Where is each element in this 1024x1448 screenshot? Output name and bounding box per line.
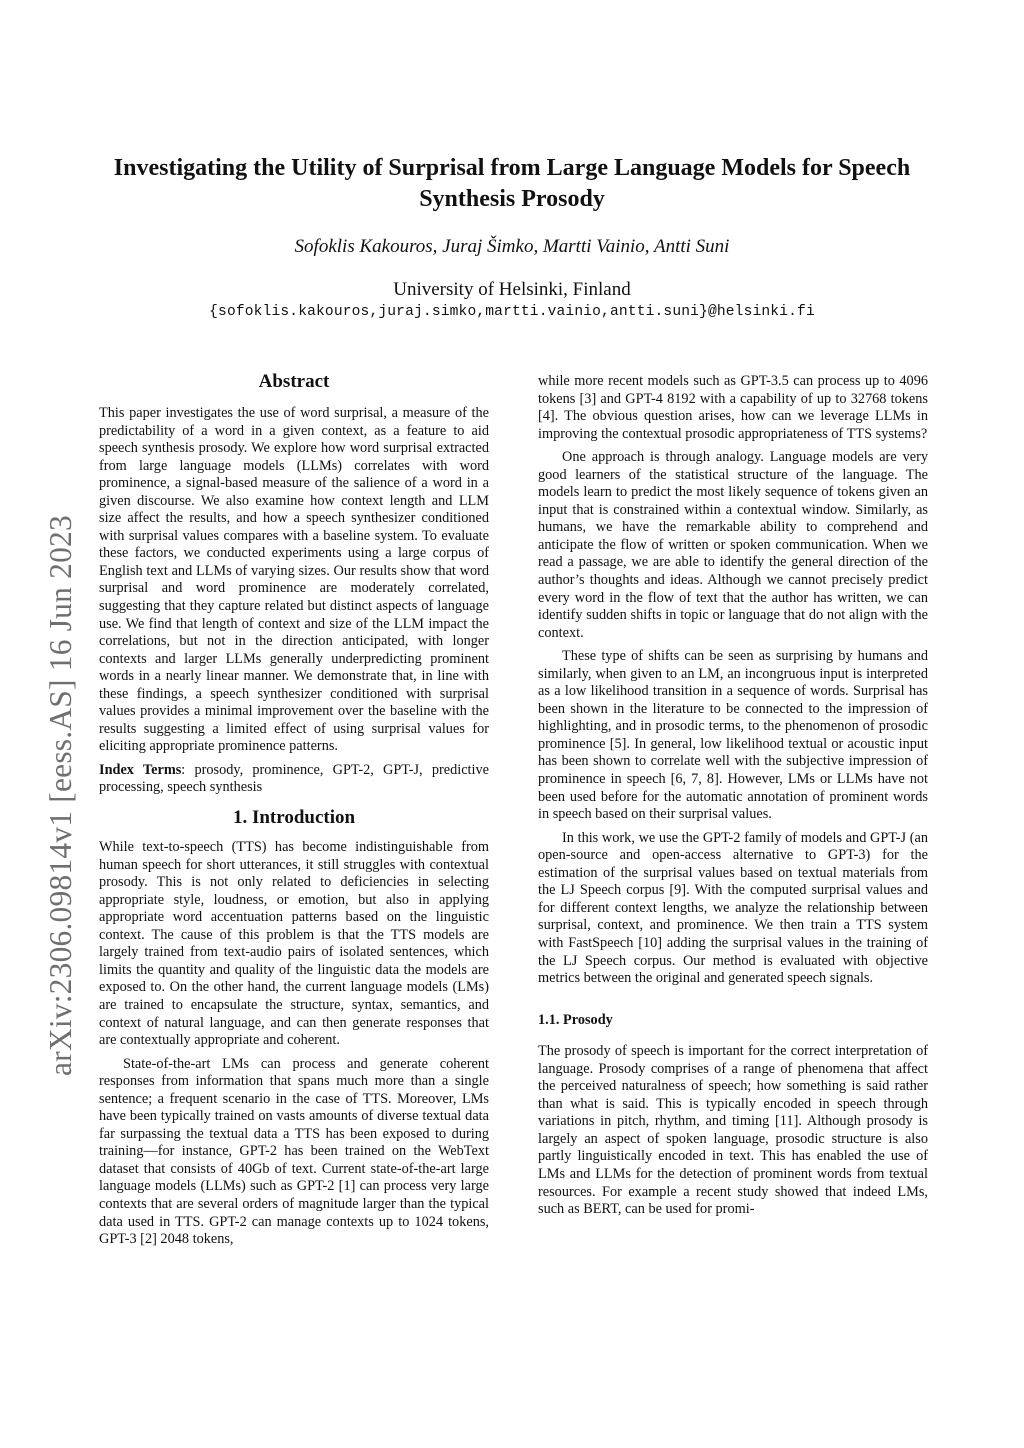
intro-paragraph: One approach is through analogy. Language models are very good learners of the statistical structure of the language. The models learn to predict the most likely sequence of tokens given an input that is constrained within a contextual window. Similarly, as humans, we have the remarkable ability to comprehend and anticipate the flow of written or spoken communication. When we read a passage, we are able to identify the general direction of the author’s thoughts and ideas. Although we cannot precisely predict every word in the flow of text that the author has written, we can identify sudden shifts in topic or language that do not align with the context. <box>538 449 928 641</box>
author-emails: {sofoklis.kakouros,juraj.simko,martti.vainio,antti.suni}@helsinki.fi <box>209 304 815 320</box>
prosody-heading: 1.1. Prosody <box>538 1011 613 1028</box>
intro-paragraph: While text-to-speech (TTS) has become indistinguishable from human speech for short utterances, it still struggles with contextual prosody. This is not only related to deficiencies in selecting appropriate style, loudness, or emotion, but also in applying appropriate word accentuation patterns based on the linguistic context. The cause of this problem is that the TTS models are largely trained from text-audio pairs of isolated sentences, which limits the quantity and quality of the linguistic data the models are exposed to. On the other hand, the current language models (LMs) are trained to encapsulate the structure, syntax, semantics, and context of natural language, and can then generate responses that are contextually appropriate and coherent. <box>99 839 489 1049</box>
paper-title: Investigating the Utility of Surprisal from Large Language Models for Speech Synthesis Prosody <box>113 155 911 212</box>
intro-paragraph: while more recent models such as GPT-3.5 can process up to 4096 tokens [3] and GPT-4 8192 with a capability of up to 32768 tokens [4]. The obvious question arises, how can we leverage LLMs in improving the contextual prosodic appropriateness of TTS systems? <box>538 373 928 442</box>
intro-paragraph: In this work, we use the GPT-2 family of models and GPT-J (an open-source and open-access alternative to GPT-3) for the estimation of the surprisal values based on textual materials from the LJ Speech corpus [9]. With the computed surprisal values and for different context lengths, we analyze the relationship between surprisal, context, and prominence. We then train a TTS system with FastSpeech [10] adding the surprisal values in the training of the LJ Speech corpus. Our method is evaluated with objective metrics between the original and generated speech signals. <box>538 829 928 987</box>
right-column <box>538 373 928 1219</box>
arxiv-side-label: arXiv:2306.09814v1 [eess.AS] 16 Jun 2023 <box>43 515 78 1076</box>
index-terms-list: : prosody, prominence, GPT-2, GPT-J, predictive processing, speech synthesis <box>99 761 489 796</box>
introduction-heading: 1. Introduction <box>232 807 356 829</box>
prosody-paragraph: The prosody of speech is important for the correct interpretation of language. Prosody comprises of a range of phenomena that affect the perceived naturalness of speech; how something is said rather than what is said. This is typically encoded in speech through variations in pitch, rhythm, and timing [11]. Although prosody is largely an aspect of spoken language, prosodic structure is also partly linguistically encoded in text. This has enabled the use of LMs and LLMs for the detection of prominent words from textual resources. For example a recent study showed that indeed LMs, such as BERT, can be used for promi- <box>538 1043 928 1218</box>
abstract-heading: Abstract <box>258 371 330 392</box>
intro-paragraph: These type of shifts can be seen as surprising by humans and similarly, when given to an LM, an incongruous input is interpreted as a low likelihood transition in a sequence of words. Surprisal has been shown in the literature to be connected to the impression of highlighting, and in prosodic terms, to the phenomenon of prosodic prominence [5]. In general, low likelihood textual or acoustic input has been shown to correlate well with the subjective impression of prominence in speech [6, 7, 8]. However, LMs or LLMs have not been used before for the automatic annotation of prominent words in speech based on their surprisal values. <box>538 648 928 823</box>
abstract-text: This paper investigates the use of word surprisal, a measure of the predictability of a word in a given context, as a feature to aid speech synthesis prosody. We explore how word surprisal extracted from large language models (LLMs) correlates with word prominence, a signal-based measure of the salience of a word in a given discourse. We also examine how context length and LLM size affect the results, and how a speech synthesizer conditioned with surprisal values compares with a baseline system. To evaluate these factors, we conducted experiments using a large corpus of English text and LLMs of varying sizes. Our results show that word surprisal and word prominence are moderately correlated, suggesting that they capture related but distinct aspects of language use. We find that length of context and size of the LLM impact the correlations, but not in the direction anticipated, with longer contexts and larger LLMs generally underpredicting prominent words in a nearly linear manner. We demonstrate that, in line with these findings, a speech synthesizer conditioned with surprisal values provides a minimal improvement over the baseline with the results suggesting a limited effect of using surprisal values for eliciting appropriate prominence patterns. <box>99 405 489 755</box>
index-terms <box>99 762 489 797</box>
left-column <box>99 371 489 1249</box>
index-terms-label: Index Terms <box>99 761 182 778</box>
author-list: Sofoklis Kakouros, Juraj Šimko, Martti Vainio, Antti Suni <box>294 236 730 257</box>
intro-paragraph: State-of-the-art LMs can process and generate coherent responses from information that spans much more than a single sentence; a frequent scenario in the case of TTS. Moreover, LMs have been typically trained on vasts amounts of diverse textual data far surpassing the textual data a TTS has been exposed to during training—for instance, GPT-2 has been trained on the WebText dataset that consists of 40Gb of text. Current state-of-the-art large language models (LLMs) such as GPT-2 [1] can process very large contexts that are several orders of magnitude larger than the typical data used in TTS. GPT-2 can manage contexts up to 1024 tokens, GPT-3 [2] 2048 tokens, <box>99 1055 489 1248</box>
affiliation: University of Helsinki, Finland <box>393 279 631 300</box>
